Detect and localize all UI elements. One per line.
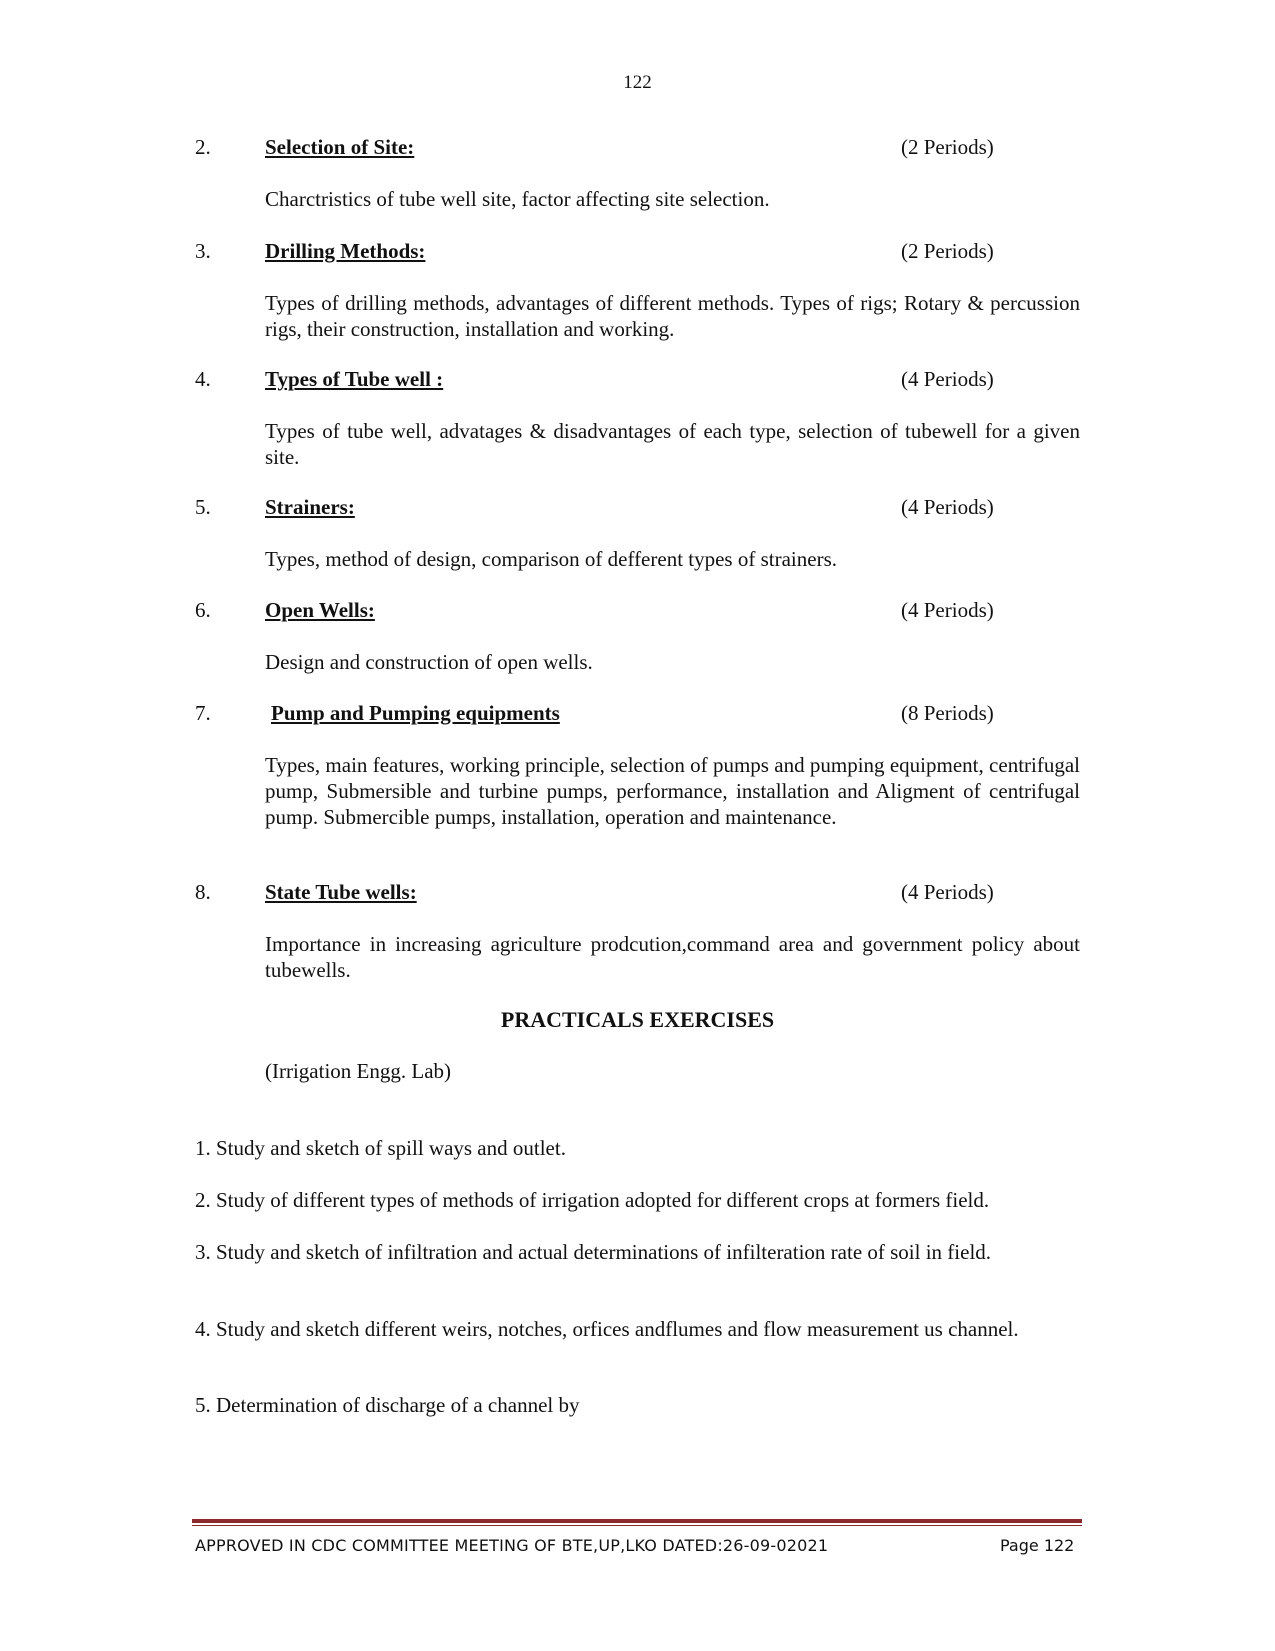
- section-number: 8.: [195, 880, 211, 904]
- section-title: State Tube wells:: [265, 880, 417, 904]
- section-open-wells: [195, 597, 1080, 675]
- practical-item-1: 1. Study and sketch of spill ways and outlet.: [195, 1136, 566, 1160]
- section-body: Types, main features, working principle, selection of pumps and pumping equipment, centrifugal pump, Submersible and turbine pumps, performance, installation and Aligment of centrifugal pump. Submercible pumps, installation, operation and maintenance.: [265, 753, 1080, 829]
- section-body: Design and construction of open wells.: [265, 650, 593, 674]
- section-number: 7.: [195, 701, 211, 725]
- section-drilling-methods: [195, 238, 1080, 342]
- section-number: 6.: [195, 598, 211, 622]
- section-number: 3.: [195, 239, 211, 263]
- section-periods: (4 Periods): [901, 880, 994, 904]
- section-strainers: [195, 494, 1080, 572]
- section-periods: (4 Periods): [901, 367, 994, 391]
- section-periods: (4 Periods): [901, 495, 994, 519]
- section-body: Types of tube well, advatages & disadvantages of each type, selection of tubewell for a given site.: [265, 419, 1080, 469]
- footer-page-number: Page 122: [1000, 1536, 1075, 1555]
- practicals-subheading: (Irrigation Engg. Lab): [265, 1059, 452, 1083]
- section-body: Charctristics of tube well site, factor affecting site selection.: [265, 187, 770, 211]
- section-body: Importance in increasing agriculture prodcution,command area and government policy about tubewells.: [265, 932, 1080, 982]
- section-title: Strainers:: [265, 495, 355, 519]
- section-periods: (2 Periods): [901, 135, 994, 159]
- section-periods: (8 Periods): [901, 701, 994, 725]
- practicals-heading: PRACTICALS EXERCISES: [500, 1007, 775, 1032]
- section-selection-of-site: [195, 134, 1080, 212]
- section-title: Pump and Pumping equipments: [271, 701, 560, 725]
- practical-item-2: 2. Study of different types of methods of irrigation adopted for different crops at formers field.: [195, 1188, 990, 1212]
- section-title: Selection of Site:: [265, 135, 415, 159]
- section-types-of-tube-well: [195, 366, 1080, 470]
- section-body: Types of drilling methods, advantages of different methods. Types of rigs; Rotary & percussion rigs, their construction, installation and working.: [265, 291, 1080, 341]
- footer-approval-text: APPROVED IN CDC COMMITTEE MEETING OF BTE,UP,LKO DATED:26-09-02021: [195, 1536, 829, 1555]
- footer-rule-thick: [192, 1519, 1082, 1523]
- practical-item-5: 5. Determination of discharge of a channel by: [195, 1393, 580, 1417]
- section-title: Open Wells:: [265, 598, 375, 622]
- section-title: Drilling Methods:: [265, 239, 426, 263]
- section-periods: (4 Periods): [901, 598, 994, 622]
- section-number: 5.: [195, 495, 211, 519]
- section-state-tube-wells: [195, 879, 1080, 983]
- section-periods: (2 Periods): [901, 239, 994, 263]
- page-number-top: 122: [623, 72, 652, 93]
- section-number: 2.: [195, 135, 211, 159]
- footer-rule-thin: [192, 1525, 1082, 1526]
- section-number: 4.: [195, 367, 211, 391]
- section-pump-and-pumping-equipments: [195, 700, 1080, 830]
- practical-item-4: 4. Study and sketch different weirs, notches, orfices andflumes and flow measurement us channel.: [195, 1317, 1019, 1341]
- section-title: Types of Tube well :: [265, 367, 444, 391]
- practical-item-3: 3. Study and sketch of infiltration and actual determinations of infilteration rate of soil in field.: [195, 1240, 992, 1264]
- section-body: Types, method of design, comparison of defferent types of strainers.: [265, 547, 837, 571]
